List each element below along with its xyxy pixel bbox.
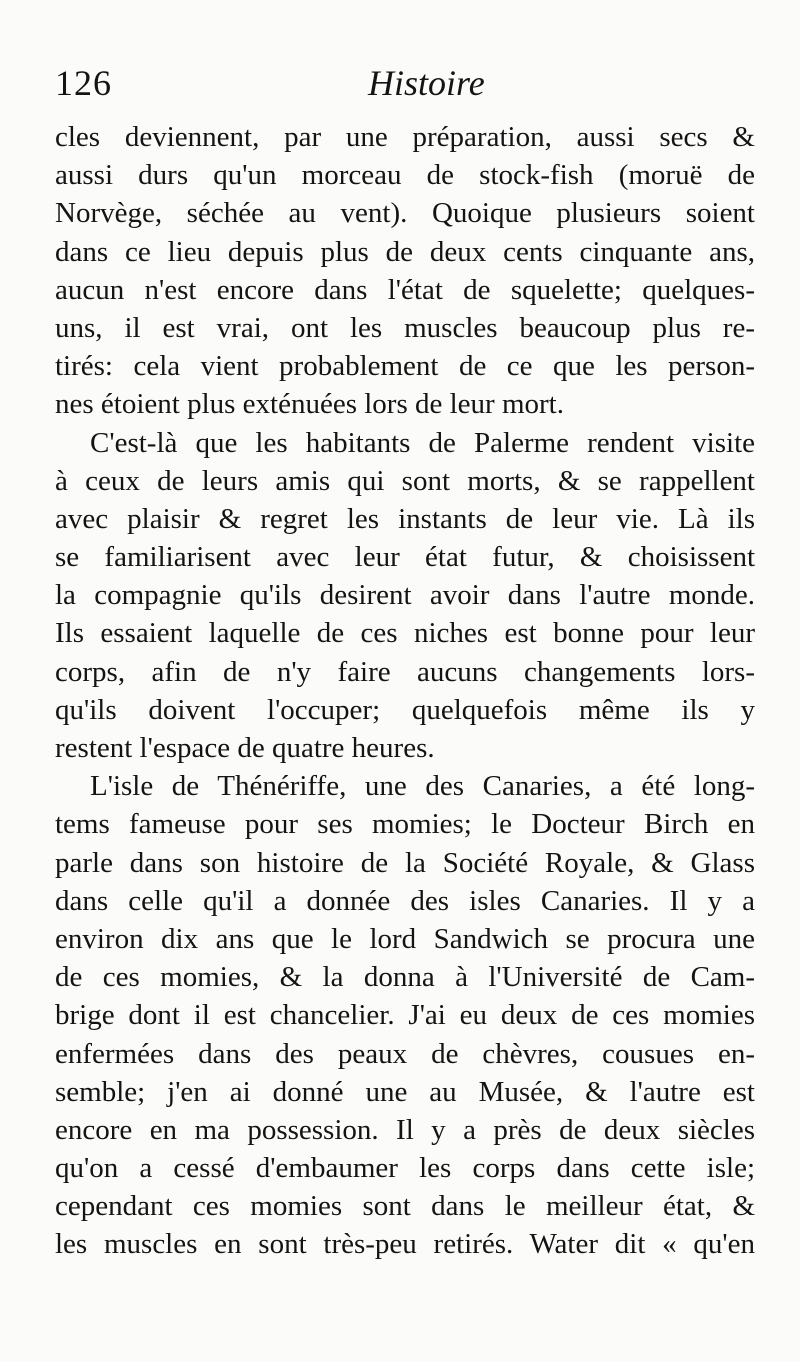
running-title: Histoire: [368, 63, 485, 103]
text-line: L'isle de Thénériffe, une des Canaries, a été long-: [90, 770, 755, 803]
text-line: se familiarisent avec leur état futur, & choisissent: [55, 541, 755, 574]
text-line: qu'on a cessé d'embaumer les corps dans cette isle;: [55, 1152, 755, 1185]
text-line: la compagnie qu'ils desirent avoir dans l'autre monde.: [55, 579, 755, 612]
text-line: dans ce lieu depuis plus de deux cents cinquante ans,: [55, 235, 755, 268]
text-line: aucun n'est encore dans l'état de squelette; quelques-: [55, 273, 755, 306]
text-line: tems fameuse pour ses momies; le Docteur Birch en: [55, 808, 755, 841]
text-line: restent l'espace de quatre heures.: [55, 732, 435, 764]
text-line: Norvège, séchée au vent). Quoique plusieurs soient: [55, 197, 755, 230]
text-line: environ dix ans que le lord Sandwich se procura une: [55, 922, 755, 955]
text-line: enfermées dans des peaux de chèvres, cousues en-: [55, 1037, 755, 1070]
page-header: [0, 58, 800, 108]
text-line: cependant ces momies sont dans le meilleur état, &: [55, 1190, 755, 1223]
text-line: dans celle qu'il a donnée des isles Canaries. Il y a: [55, 884, 755, 917]
text-line: parle dans son histoire de la Société Royale, & Glass: [55, 846, 755, 879]
text-line: de ces momies, & la donna à l'Université de Cam-: [55, 961, 755, 994]
text-line: aussi durs qu'un morceau de stock-fish (moruë de: [55, 159, 755, 192]
text-line: semble; j'en ai donné une au Musée, & l'autre est: [55, 1075, 755, 1108]
text-line: brige dont il est chancelier. J'ai eu deux de ces momies: [55, 999, 755, 1032]
text-line: à ceux de leurs amis qui sont morts, & se rappellent: [55, 464, 755, 497]
text-line: cles deviennent, par une préparation, aussi secs &: [55, 121, 755, 153]
text-line: C'est-là que les habitants de Palerme rendent visite: [90, 426, 755, 459]
text-line: qu'ils doivent l'occuper; quelquefois même ils y: [55, 693, 755, 726]
text-line: corps, afin de n'y faire aucuns changements lors-: [55, 655, 755, 688]
text-line: tirés: cela vient probablement de ce que les person-: [55, 350, 755, 383]
text-line: avec plaisir & regret les instants de leur vie. Là ils: [55, 502, 755, 535]
text-line: Ils essaient laquelle de ces niches est bonne pour leur: [55, 617, 755, 650]
page-number: 126: [55, 63, 112, 103]
text-line: encore en ma possession. Il y a près de deux siècles: [55, 1113, 755, 1146]
text-line: les muscles en sont très-peu retirés. Water dit « qu'en: [55, 1228, 755, 1261]
body-text: [55, 118, 755, 1264]
text-line: uns, il est vrai, ont les muscles beaucoup plus re-: [55, 311, 755, 344]
text-line: nes étoient plus exténuées lors de leur mort.: [55, 388, 564, 421]
